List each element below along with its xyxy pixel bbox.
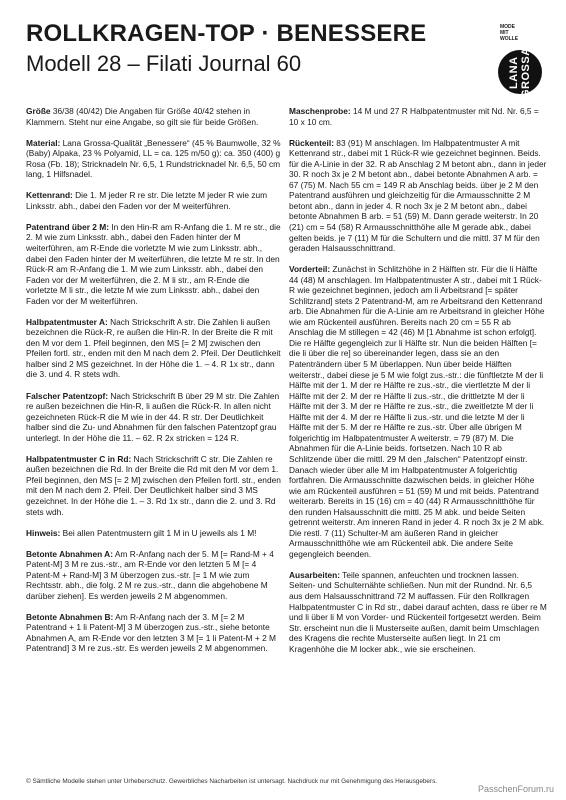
instruction-paragraph xyxy=(289,138,547,254)
instruction-paragraph xyxy=(26,528,281,539)
section-heading: Vorderteil: xyxy=(289,264,331,275)
section-text: Zunächst in Schlitzhöhe in 2 Hälften str. Für die li Hälfte 44 (48) M anschlagen. Im Halbpatentmuster A str., dabei mit 1 Rück-R wie gezeichnet beginnen, jedoch am li Arbeitsrand [= später Schlitzrand] stets 2 Patentrand-M, am re Arbeitsrand den Kettenrand arb. Die Abnahmen für die A-Linie am re Arbeitsrand in gleicher Höhe wie am Rückenteil ausführen. Bereits nach 20 cm = 55 R ab Anschlag die M stillegen = 42 (46) M [1 Abnahme ist schon erfolgt]. Die re Hälfte gegengleich zur li Hälfte str. Nun die beiden Hälften [= die li über die re] so übereinander legen, dass sie an den Patenträndern über 5 M überlappen. Nun über beide Hälften weiterstr., dabei diese je 5 M wie folgt zus.-str.: die fünftletzte M der li Hälfte mit der 1. M der re Hälfte re zus.-str., die viertletzte M der li Hälfte mit der 2. M der re Hälfte li zus.-str., die drittletzte M der li Hälfte mit der 3. M der re Hälfte re zus.-str., die zweitletzte M der li Hälfte mit der 4. M der re Hälfte li zus.-str. und die letzte M der li Hälfte mit der 5. M der re Hälfte re zus.-str. Über alle übrigen M folgerichtig im Halbpatentmuster A weiterstr. = 79 (87) M. Die Abnahmen für die A-Linie beids. fortsetzen. Nach 10 R ab Schlitzende über die mittl. 29 M den „falschen“ Patentzopf einstr. Danach wieder über alle M im Halbpatentmuster A folgerichtig fortfahren. Die Armausschnitte dazwischen beids. in gleicher Höhe wie am Rückenteil ausführen = 51 (59) M und mit beids. Patentrand weiterarb. Bereits in 15 (16) cm = 40 (44) R Armausschnitthöhe für den runden Halsausschnitt die mittl. 25 M abk. und beide Seiten getrennt weiterstr. Am inneren Rand in jeder 4. R noch 3x je 2 M abk. Die restl. 7 (11) Schulter-M am äußeren Rand in gleicher Armausschnitthöhe wie am Rückenteil abk. Die andere Seite gegengleich beenden. xyxy=(289,264,545,559)
instruction-paragraph xyxy=(289,106,547,127)
section-heading: Falscher Patentzopf: xyxy=(26,390,109,401)
logo-tagline: MODE MIT WOLLE xyxy=(500,24,519,42)
section-text: Die 1. M jeder R re str. Die letzte M jeder R wie zum Linksstr. abh., dabei den Faden vor der M weiterführen. xyxy=(26,190,268,211)
instruction-paragraph xyxy=(26,391,281,444)
copyright-footer: © Sämtliche Modelle stehen unter Urheberschutz. Gewerbliches Nacharbeiten ist untersagt. Nachdruck nur mit Genehmigung des Herausgebers. xyxy=(26,778,438,785)
section-heading: Rückenteil: xyxy=(289,137,334,148)
section-heading: Patentrand über 2 M: xyxy=(26,221,109,232)
section-text: 36/38 (40/42) Die Angaben für Größe 40/42 stehen in Klammern. Steht nur eine Angabe, so gilt sie für beide Größen. xyxy=(26,106,259,127)
section-heading: Kettenrand: xyxy=(26,190,73,201)
instruction-paragraph xyxy=(26,106,281,127)
section-heading: Maschenprobe: xyxy=(289,106,351,116)
instruction-paragraph xyxy=(26,190,281,211)
section-text: Lana Grossa-Qualität „Benessere“ (45 % Baumwolle, 32 % (Baby) Alpaka, 23 % Polyamid, LL = ca. 125 m/50 g): ca. 350 (400) g Rosa (Fb. 18); Stricknadeln Nr. 6,5, 1 Rundstricknadel Nr. 6,5, 50 cm lang, 1 Hilfsnadel. xyxy=(26,137,281,180)
instruction-paragraph xyxy=(289,570,547,654)
page-subtitle: Modell 28 – Filati Journal 60 xyxy=(26,51,302,76)
section-heading: Hinweis: xyxy=(26,527,61,538)
section-text: In den Hin-R am R-Anfang die 1. M re str., die 2. M wie zum Linksstr. abh., dabei den Faden hinter der M weiterführen, am R-Ende die vorletzte M wie zum Linksstr. abh., dabei den Faden hinter der M weiterführen, die letzte M re str. In den Rück-R am R-Anfang die 1. M wie zum Linksstr. abh., dabei den Faden vor der M weiterführen, die 2. M li str., am R-Ende die vorletzte M li str., die letzte M wie zum Linksstr. abh., dabei den Faden vor der M weiterführen. xyxy=(26,221,281,306)
section-text: 83 (91) M anschlagen. Im Halbpatentmuster A mit Kettenrand str., dabei mit 1 Rück-R wie gezeichnet beginnen. Beids. für die A-Linie in der 32. R ab Anschlag 2 M betont abn., dann in jeder 30. R noch 3x je 2 M betont abn., dabei betonte Abnahmen A arb. = 67 (75) M. Nach 55 cm = 149 R ab Anschlag beids. über je 2 M den Patentrand ausführen und gleichzeitig für die Armausschnitte 2 M betont abn., dann in jeder 4. R noch 3x je 2 M betont abn., dabei betonte Abnahmen B arb. = 51 (59) M. Dann gerade weiterstr. In 20 (21) cm = 54 (58) R Armausschnitthöhe alle M gerade abk., dabei gelten beids. je 7 (11) M für die Schultern und die mittl. 37 M für den geraden Halsausschnittrand. xyxy=(289,137,547,254)
logo-brand: LANA GROSSA xyxy=(508,47,532,99)
left-column xyxy=(26,106,281,665)
section-heading: Betonte Abnahmen A: xyxy=(26,548,113,559)
instruction-paragraph xyxy=(26,138,281,180)
brand-logo xyxy=(496,14,546,114)
section-text: Teile spannen, anfeuchten und trocknen lassen. Seiten- und Schulternähte schließen. Nun mit der Rundnd. Nr. 6,5 aus dem Halsausschnittrand 72 M auffassen. Für den Rollkragen Halbpatentmuster C in Rd str., dabei darauf achten, dass re über re M und li über li M von Vorder- und Rückenteil fortgesetzt werden. Beim Str. erscheint nun die li Musterseite außen, damit beim Umschlagen des Kragens die rechte Musterseite außen liegt. In 21 cm Kragenhöhe die M locker abk., wie sie erscheinen. xyxy=(289,569,547,654)
section-text: Nach Strickschrift B über 29 M str. Die Zahlen re außen bezeichnen die Hin-R, li außen die Rück-R. In allen nicht gezeichneten Rück-R die M wie in der 44. R str. Der Deutlichkeit halber sind die Zu- und Abnahmen für den falschen Patentzopf grau unterlegt. In der Höhe die 11. – 62. R 2x stricken = 124 R. xyxy=(26,390,280,443)
section-heading: Halbpatentmuster C in Rd: xyxy=(26,453,132,464)
section-text: Am R-Anfang nach der 5. M [= Rand-M + 4 Patent-M] 3 M re zus.-str., am R-Ende vor den letzten 5 M [= 4 Patent-M + Rand-M] 3 M überzogen zus.-str. [= 1 M wie zum Rechtsstr. abh., die folg. 2 M re zus.-str., dann die abgehobene M darüber ziehen]. Es werden jeweils 2 M abgenommen. xyxy=(26,548,274,601)
section-heading: Material: xyxy=(26,137,61,148)
section-text: Nach Strickschrift C str. Die Zahlen re außen bezeichnen die Rd. In der Breite die Rd mit den M vor dem 1. Pfeil beginnen, den MS [= 2 M] zwischen den Pfeilen fortl. str., enden mit den M nach dem 2. Pfeil. Der Deutlichkeit halber sind 3 MS gezeichnet. In der Höhe die 1. – 3. Rd 1x str., dann die 2. und 3. Rd stets wdh. xyxy=(26,453,281,517)
instruction-paragraph xyxy=(26,549,281,602)
section-heading: Betonte Abnahmen B: xyxy=(26,611,114,622)
instruction-paragraph xyxy=(289,264,547,559)
page-title: ROLLKRAGEN-TOP · BENESSERE xyxy=(26,20,427,47)
instruction-paragraph xyxy=(26,454,281,517)
section-text: 14 M und 27 R Halbpatentmuster mit Nd. Nr. 6,5 = 10 x 10 cm. xyxy=(289,106,539,127)
section-text: Bei allen Patentmustern gilt 1 M in U jeweils als 1 M! xyxy=(60,527,257,538)
instruction-paragraph xyxy=(26,222,281,306)
section-heading: Ausarbeiten: xyxy=(289,569,340,580)
watermark: PasschenForum.ru xyxy=(477,784,554,794)
instruction-paragraph xyxy=(26,317,281,380)
instruction-paragraph xyxy=(26,612,281,654)
section-heading: Halbpatentmuster A: xyxy=(26,316,108,327)
section-text: Nach Strickschrift A str. Die Zahlen li außen bezeichnen die Rück-R, re außen die Hin-R. In der Breite die R mit den M vor dem 1. Pfeil beginnen, den MS [= 2 M] zwischen den Pfeilen fortl. str., enden mit den M nach dem 2. Pfeil. Der Deutlichkeit halber sind 2 MS gezeichnet. In der Höhe die 1. – 4. R 1x str., dann die 3. und 4. R stets wdh. xyxy=(26,316,281,380)
page-header xyxy=(26,20,496,78)
right-column xyxy=(289,106,547,665)
section-text: Am R-Anfang nach der 3. M [= 2 M Patentrand + 1 li Patent-M] 3 M überzogen zus.-str., siehe betonte Abnahmen A, am R-Ende vor den letzten 3 M [= 1 li Patent-M + 2 M Patentrand] 3 M re zus.-str. Es werden jeweils 2 M abgenommen. xyxy=(26,611,276,654)
section-heading: Größe xyxy=(26,106,51,116)
